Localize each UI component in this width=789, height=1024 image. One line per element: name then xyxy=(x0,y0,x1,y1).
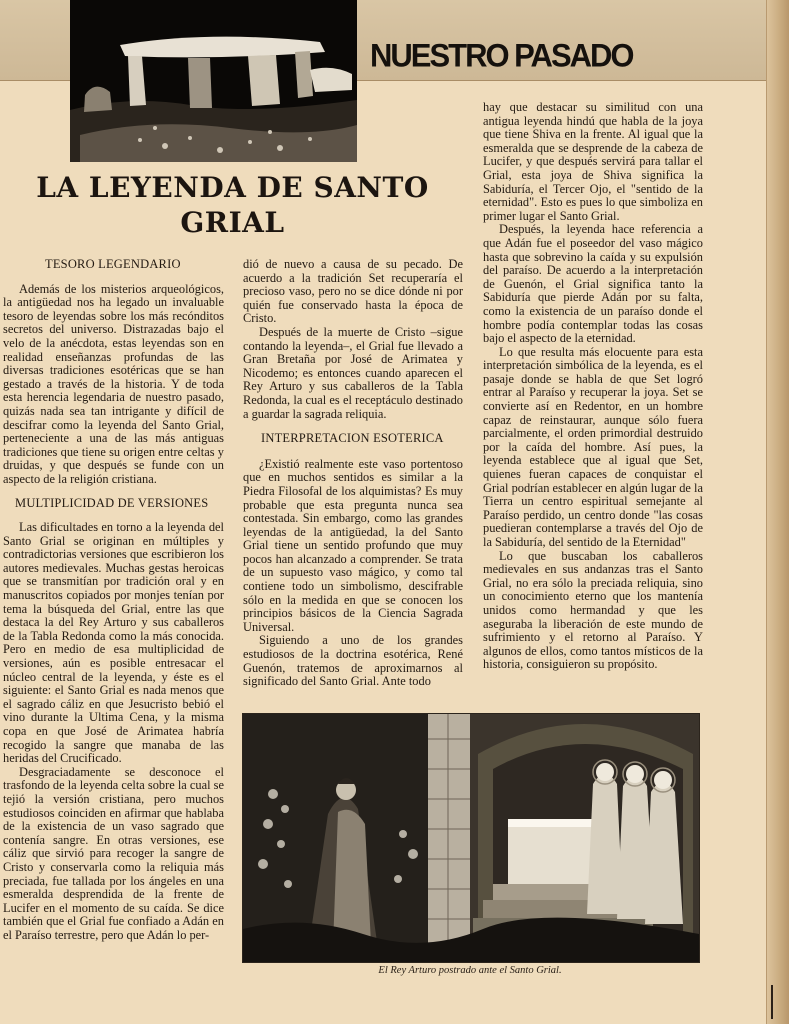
column-1 xyxy=(3,258,224,943)
paragraph: Desgraciadamente se desconoce el trasfondo de la leyenda celta sobre la cual se tejió la versión cristiana, pero muchos estudiosos coinciden en afirmar que hablaba de la existencia de un vaso sagrado que contenía sangre. En otras versiones, ese cáliz que sirvió para recoger la sangre de Cristo y conservarla como la reliquia más preciada, fue tallada por los ángeles en una esmeralda desprendida de la frente de Lucifer en el momento de su caída. Se dice también que el Grial fue confiado a Adán en el Paraíso terrestre, pero que Adán lo per- xyxy=(3,764,224,942)
paragraph: Después de la muerte de Cristo –sigue contando la leyenda–, el Grial fue llevado a Gran Bretaña por José de Arimatea y Nicodemo; es entonces cuando aparecen el Rey Arturo y sus caballeros de la Tabla Redonda, la cual es el receptáculo destinado a guardar la sagrada reliquia. xyxy=(243,324,463,421)
column-3 xyxy=(483,101,703,672)
paragraph: dió de nuevo a causa de su pecado. De acuerdo a la tradición Set recuperaría el precioso vaso, pero no se dice dónde ni por quién fue conservado hasta la época de Cristo. xyxy=(243,257,463,326)
paragraph: Además de los misterios arqueológicos, la antigüedad nos ha legado un invaluable tesoro de leyendas sobre los más recónditos secretos del universo. Distrazadas bajo el velo de la anécdota, estas leyendas son en realidad enseñanzas profundas de las diversas tradiciones esotéricas que se han gestado a través de la historia. Y de toda esta herencia legendaria de nuestro pasado, quizás nada sea tan intrigante y difícil de descifrar como la leyenda del Santo Grial, perteneciente a una de las más antiguas tradiciones que tiene su origen entre celtas y druidas, y que después se funde con un aspecto de la religión cristiana. xyxy=(3,281,224,486)
article-title: LA LEYENDA DE SANTO GRIAL xyxy=(36,171,429,239)
paragraph: Después, la leyenda hace referencia a que Adán fue el poseedor del vaso mágico hasta que sobrevino la caída y su expulsión del paraíso. De acuerdo a la interpretación de Guenón, el Grial significa tanto la Sabiduría que pierde Adán por su falta, como la existencia de un paraíso donde el hombre podía contemplar todas las cosas bajo el aspecto de la eternidad. xyxy=(483,222,703,346)
heading-multiplicidad: MULTIPLICIDAD DE VERSIONES xyxy=(15,495,209,510)
paragraph: Las dificultades en torno a la leyenda del Santo Grial se originan en múltiples y contradictorias versiones que escribieron los autores medievales. Muchas gestas heroicas que se transmitían por tradición oral y en manuscritos copiados por monjes tenían por tema la búsqueda del Grial, entre las que destaca la del Rey Arturo y sus caballeros de la Tabla Redonda como la más conocida. Pero en medio de esa multiplicidad de versiones, aún es posible entresacar el núcleo central de la leyenda, y éste es el siguiente: el Santo Grial es nada menos que el sagrado cáliz en que Jesucristo bebió el vino durante la Ultima Cena, y la misma copa en que José de Arimatea habría recogido la sangre que manaba de las heridas del Crucificado. xyxy=(3,520,224,766)
paragraph: hay que destacar su similitud con una antigua leyenda hindú que habla de la joya que tiene Shiva en la frente. Al igual que la esmeralda que se desprende de la cabeza de Lucifer, y que después servirá para tallar el Grial, esta joya de Shiva significa la Sabiduría, el Tercer Ojo, el "sentido de la eternidad". Esto es pues lo que simboliza en primer lugar el Santo Grial. xyxy=(483,100,703,223)
grail-illustration xyxy=(242,713,700,963)
heading-tesoro-legendario: TESORO LEGENDARIO xyxy=(45,257,181,271)
paragraph: Siguiendo a uno de los grandes estudiosos de la doctrina esotérica, René Guenón, tratemos de aproximarnos al significado del Santo Grial. Ante todo xyxy=(243,633,463,689)
paragraph: Lo que resulta más elocuente para esta interpretación simbólica de la leyenda, es el pasaje donde se habla de que Set logró entrar al Paraíso y recuperar la joya. Set se convierte así en Redentor, en un hombre capaz de reinstaurar, aunque sólo fuera parcialmente, el orden primordial destruido por la caída del hombre. Así pues, la leyenda establece que al igual que Set, quienes fueran capaces de conquistar el Grial podrían establecer en algún lugar de la Tierra un centro espiritual semejante al Paraíso perdido, un centro donde "las cosas puedieran contemplarse a través del Ojo de la Sabiduría, del sentido de la Eternidad" xyxy=(483,344,703,549)
illustration-caption: El Rey Arturo postrado ante el Santo Grial. xyxy=(378,965,562,976)
heading-interpretacion-esoterica: INTERPRETACION ESOTERICA xyxy=(261,431,444,446)
edge-mark xyxy=(771,985,773,1019)
paragraph: Lo que buscaban los caballeros medievales en sus andanzas tras el Santo Grial, no era sólo la preciada reliquia, sino un conocimiento eterno que los mantenía unidos como hermandad y que les aseguraba la liberación de este mundo de sufrimiento y el retorno al Paraíso. Y algunos de ellos, como tantos místicos de la historia, consiguieron su propósito. xyxy=(483,548,703,672)
page-edge xyxy=(766,0,789,1024)
dolmen-photo xyxy=(70,0,357,162)
paragraph: ¿Existió realmente este vaso portentoso que en muchos sentidos es similar a la Piedra Filosofal de los alquimistas? Es muy probable que esta pregunta nunca sea contestada. Sin embargo, como las grandes leyendas de la antigüedad, la del Santo Grial tiene un sentido profundo que muy pocos han alcanzado a comprender. Se trata de un supuesto vaso mágico, y como tal contiene todo un simbolismo, descifrable sólo en la medida en que se conocen los principios básicos de la Ciencia Sagrada Universal. xyxy=(243,456,463,634)
section-title: NUESTRO PASADO xyxy=(370,37,633,74)
column-2 xyxy=(243,258,463,689)
